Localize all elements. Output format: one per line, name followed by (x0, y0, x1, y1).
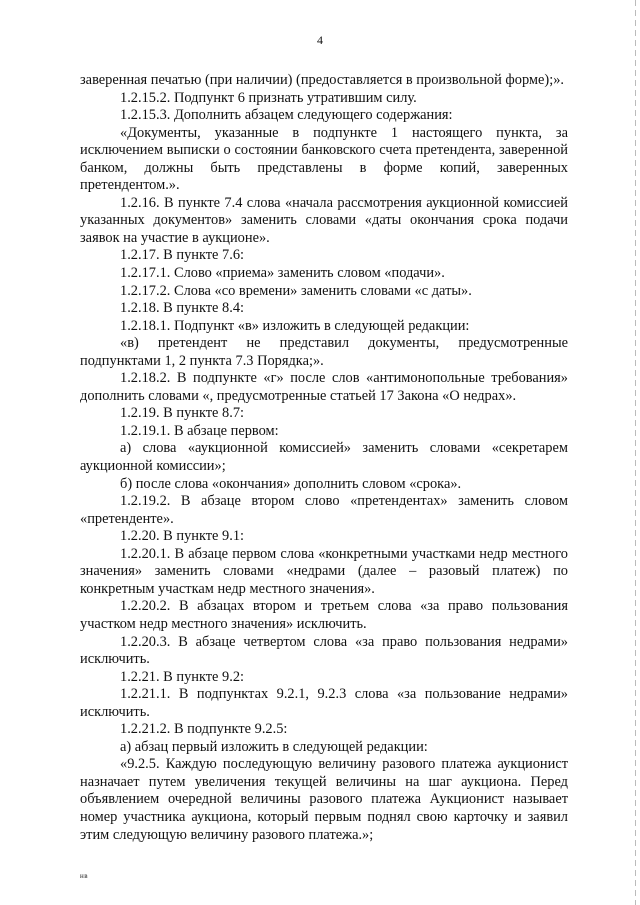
paragraph: а) слова «аукционной комиссией» заменить словами «секретарем аукционной комиссии»; (80, 440, 568, 475)
paragraph: 1.2.21.2. В подпункте 9.2.5: (120, 721, 288, 738)
paragraph: 1.2.18.1. Подпункт «в» изложить в следующей редакции: (120, 317, 470, 334)
paragraph: заверенная печатью (при наличии) (предоставляется в произвольной форме);». (80, 72, 565, 88)
paragraph: 1.2.18.2. В подпункте «г» после слов «антимонопольные требования» дополнить словами «, предусмотренные статьей 17 Закона «О недрах». (80, 370, 568, 404)
paragraph: а) абзац первый изложить в следующей редакции: (120, 738, 428, 755)
paragraph: «в) претендент не представил документы, предусмотренные подпунктами 1, 2 пункта 7.3 Порядка;». (80, 335, 568, 369)
page-number: 4 (317, 33, 323, 47)
paragraph: 1.2.20.1. В абзаце первом слова «конкретными участками недр местного значения» заменить словами «недрами (далее – разовый платеж) по конкретным участкам недр местного значения». (80, 545, 568, 597)
paragraph: 1.2.15.2. Подпункт 6 признать утратившим силу. (120, 89, 417, 106)
paragraph: 1.2.19.2. В абзаце втором слово «претендентах» заменить словом «претенденте». (80, 493, 568, 527)
paragraph: 1.2.16. В пункте 7.4 слова «начала рассмотрения аукционной комиссией указанных документов» заменить словами «даты окончания срока подачи заявок на участие в аукционе». (80, 194, 568, 246)
paragraph: «Документы, указанные в подпункте 1 настоящего пункта, за исключением выписки о состоянии банковского счета претендента, заверенной банком, должны быть представлены в форме копий, заверенных претендентом.». (80, 124, 568, 194)
paragraph: 1.2.18. В пункте 8.4: (120, 300, 245, 317)
paragraph: б) после слова «окончания» дополнить словом «срока». (120, 475, 462, 492)
scan-edge (635, 0, 636, 905)
paragraph: 1.2.21.1. В подпунктах 9.2.1, 9.2.3 слова «за пользование недрами» исключить. (80, 686, 568, 720)
paragraph: «9.2.5. Каждую последующую величину разового платежа аукционист назначает путем увеличения текущей величины на шаг аукциона. Перед объявлением очередной величины разового платежа Аукционист называет номер участника аукциона, который первым поднял свою карточку и заявил этим следующую величину разового платежа.»; (80, 756, 568, 843)
paragraph: 1.2.21. В пункте 9.2: (120, 668, 245, 685)
document-body (80, 72, 568, 844)
footer-mark: нв (80, 872, 89, 880)
paragraph: 1.2.19.1. В абзаце первом: (120, 422, 279, 439)
paragraph: 1.2.17.1. Слово «приема» заменить словом «подачи». (120, 265, 445, 282)
paragraph: 1.2.19. В пункте 8.7: (120, 405, 245, 422)
paragraph: 1.2.17.2. Слова «со времени» заменить словами «с даты». (120, 282, 472, 299)
paragraph: 1.2.17. В пункте 7.6: (120, 247, 245, 264)
paragraph: 1.2.15.3. Дополнить абзацем следующего содержания: (120, 107, 453, 124)
paragraph: 1.2.20. В пункте 9.1: (120, 528, 245, 545)
paragraph: 1.2.20.3. В абзаце четвертом слова «за право пользования недрами» исключить. (80, 633, 568, 668)
paragraph: 1.2.20.2. В абзацах втором и третьем слова «за право пользования участком недр местного значения» исключить. (80, 598, 568, 632)
